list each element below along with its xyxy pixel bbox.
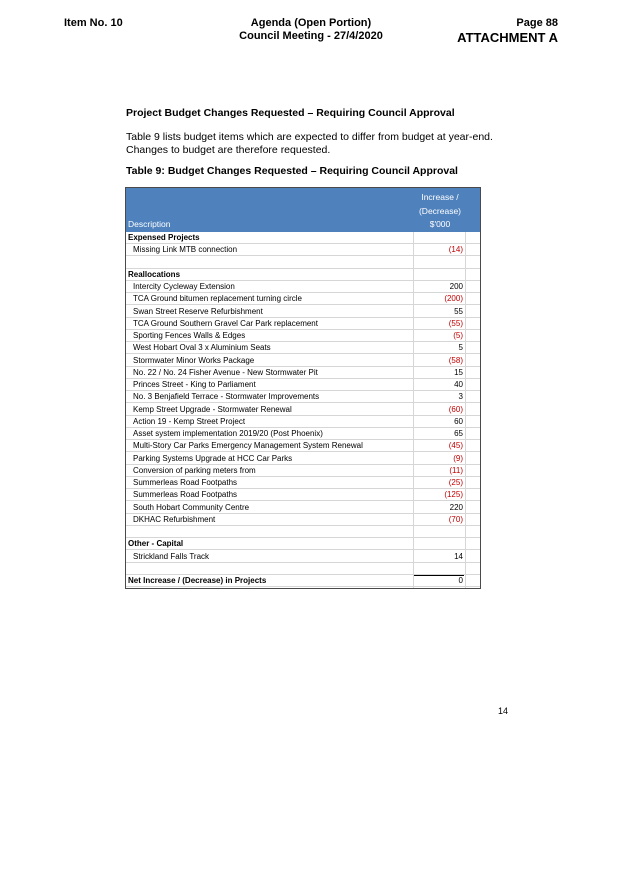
row-description: Summerleas Road Footpaths — [133, 490, 238, 500]
row-value: 220 — [449, 502, 463, 512]
row-value: 55 — [454, 306, 463, 316]
category-row — [126, 538, 480, 550]
column-header-value — [414, 191, 466, 232]
header-item-no: Item No. 10 — [64, 17, 123, 29]
table-row — [126, 306, 480, 318]
table-row — [126, 416, 480, 428]
table-row — [126, 453, 480, 465]
header-attachment: ATTACHMENT A — [457, 30, 558, 45]
table-row — [126, 489, 480, 501]
row-value: 5 — [458, 343, 463, 353]
table-row — [126, 514, 480, 526]
row-value: (58) — [448, 355, 463, 365]
table-row — [126, 440, 480, 452]
table-row — [126, 330, 480, 342]
section-title: Project Budget Changes Requested – Requiring Council Approval — [126, 107, 455, 119]
row-value: (5) — [453, 331, 463, 340]
column-header-value-line3: $'000 — [429, 219, 451, 229]
row-value: (25) — [448, 478, 463, 487]
row-description: Kemp Street Upgrade - Stormwater Renewal — [133, 404, 292, 414]
row-description: No. 3 Benjafield Terrace - Stormwater Improvements — [133, 392, 320, 402]
table-row — [126, 391, 480, 403]
column-header-description: Description — [128, 219, 171, 229]
table-row — [126, 355, 480, 367]
row-description: TCA Ground Southern Gravel Car Park replacement — [133, 318, 318, 328]
table-row — [126, 281, 480, 293]
category-row — [126, 269, 480, 281]
row-description: Sporting Fences Walls & Edges — [133, 331, 246, 340]
row-value: 15 — [454, 367, 463, 377]
row-description: No. 22 / No. 24 Fisher Avenue - New Stormwater Pit — [133, 367, 318, 377]
budget-changes-table — [125, 187, 481, 589]
total-row — [126, 575, 480, 587]
row-value: (14) — [448, 245, 463, 255]
header-agenda-title: Agenda (Open Portion) — [250, 17, 372, 29]
row-description: Asset system implementation 2019/20 (Post Phoenix) — [133, 429, 323, 438]
row-description: DKHAC Refurbishment — [133, 514, 216, 524]
row-value: 200 — [449, 282, 463, 291]
row-description: Swan Street Reserve Refurbishment — [133, 306, 263, 316]
row-description: Strickland Falls Track — [133, 551, 210, 561]
header-page — [457, 17, 558, 46]
row-value: (60) — [448, 404, 463, 414]
category-row — [126, 232, 480, 244]
row-description: Other - Capital — [128, 539, 184, 549]
header-meeting-date: Council Meeting - 27/4/2020 — [239, 30, 383, 42]
row-description: Conversion of parking meters from — [133, 465, 256, 475]
table-row — [126, 428, 480, 440]
table-row — [126, 379, 480, 391]
row-value: 40 — [454, 380, 463, 389]
row-value: 3 — [458, 392, 463, 402]
row-description: Expensed Projects — [128, 233, 200, 242]
table-row — [126, 318, 480, 330]
row-value: (9) — [453, 453, 463, 463]
table-header — [126, 188, 480, 232]
row-description: Missing Link MTB connection — [133, 245, 238, 255]
row-value: 0 — [458, 576, 463, 585]
row-value: (200) — [444, 294, 463, 304]
page-footer-number: 14 — [498, 706, 509, 716]
row-description: Intercity Cycleway Extension — [133, 282, 235, 291]
column-header-value-line1: Increase / — [421, 192, 459, 202]
intro-paragraph: Table 9 lists budget items which are expected to differ from budget at year-end. Changes to budget are therefore requested. — [126, 131, 493, 156]
table-title: Table 9: Budget Changes Requested – Requiring Council Approval — [126, 165, 458, 177]
row-description: Reallocations — [128, 269, 181, 279]
row-description: Summerleas Road Footpaths — [133, 478, 238, 487]
row-value: (45) — [448, 441, 463, 451]
row-description: West Hobart Oval 3 x Aluminium Seats — [133, 343, 271, 353]
table-row — [126, 551, 480, 563]
row-description: Parking Systems Upgrade at HCC Car Parks — [133, 453, 293, 463]
row-value: 65 — [454, 429, 463, 438]
row-description: Princes Street - King to Parliament — [133, 380, 256, 389]
row-value: (55) — [448, 318, 463, 328]
row-description: Action 19 - Kemp Street Project — [133, 416, 246, 426]
row-value: (11) — [449, 465, 463, 475]
table-row — [126, 367, 480, 379]
blank-row — [126, 257, 480, 269]
table-row — [126, 502, 480, 514]
row-description: Multi-Story Car Parks Emergency Management System Renewal — [133, 441, 363, 451]
table-row — [126, 477, 480, 489]
row-description: Net Increase / (Decrease) in Projects — [128, 576, 267, 585]
row-description: Stormwater Minor Works Package — [133, 355, 255, 365]
column-header-value-line2: (Decrease) — [418, 205, 462, 216]
table-row — [126, 244, 480, 256]
blank-row — [126, 526, 480, 538]
header-page-number: Page 88 — [516, 17, 558, 29]
row-value: 60 — [454, 416, 463, 426]
row-value: 14 — [454, 551, 463, 561]
row-value: (70) — [448, 514, 463, 524]
row-description: South Hobart Community Centre — [133, 502, 250, 512]
table-row — [126, 404, 480, 416]
row-value: (125) — [444, 490, 463, 500]
table-row — [126, 342, 480, 354]
blank-row — [126, 563, 480, 575]
table-row — [126, 465, 480, 477]
row-description: TCA Ground bitumen replacement turning circle — [133, 294, 302, 304]
table-row — [126, 293, 480, 305]
total-underline — [414, 575, 464, 576]
